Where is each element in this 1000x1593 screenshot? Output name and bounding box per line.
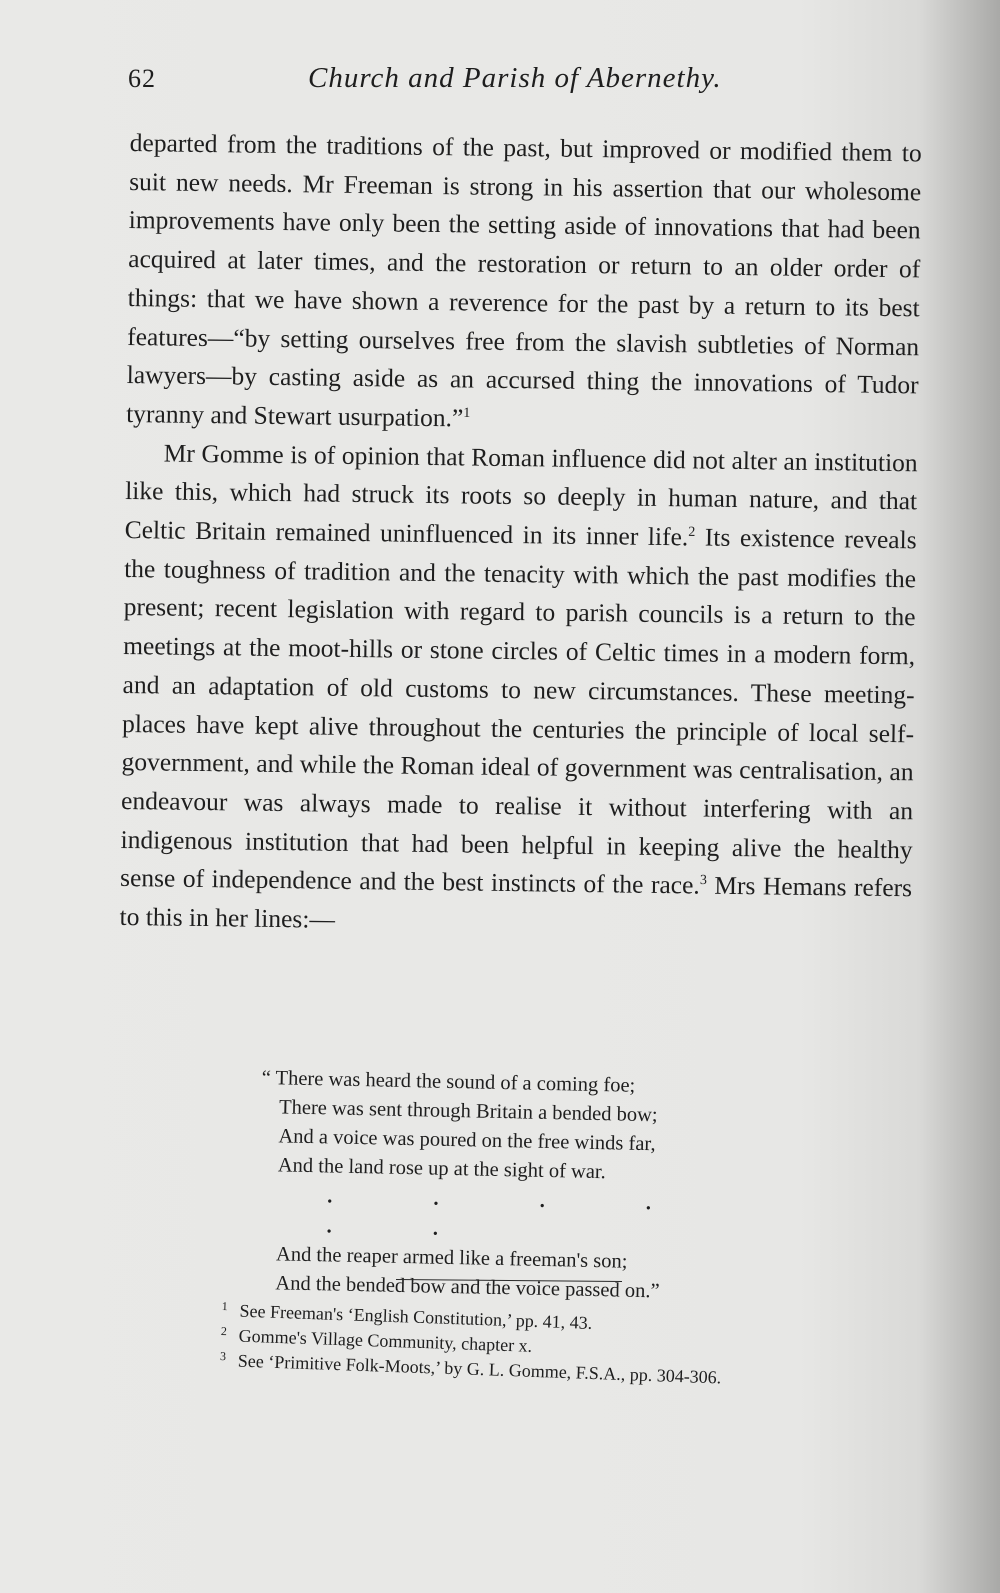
footnote-number: 1 [221,1298,228,1314]
poem-line: And the land rose up at the sight of war. [277,1154,606,1184]
poem-line: And the reaper armed like a freeman's son; [275,1243,628,1273]
footnote-ref-3: 3 [699,873,707,889]
paragraph-1-text: departed from the traditions of the past, but improved or modified them to suit new needs. Mr Freeman is strong in his assertion that our wholesome improvements have only been the setting aside of innovations that had been acquired at later times, and the restoration or return to an older order of things: that we have shown a reverence for the past by a return to its best features—“by setting ourselves free from the slavish subtleties of Norman lawyers—by casting aside as an accursed thing the innovations of Tudor tyranny and Stewart usurpation.” [126,127,922,433]
footnotes [219,1298,881,1396]
poem-ellipsis: . . . . . . [326,1185,700,1241]
paragraph-2-text-a: Mr Gomme is of opinion that Roman influence did not alter an institution like this, which had struck its roots so deeply in human nature, and that Celtic Britain remained uninfluenced in its inner life. [124,438,918,552]
paragraph-2-text-b: Its existence reveals the toughness of tradition and the tenacity with which the past modifies the present; recent legislation with regard to parish councils is a return to the meetings at the moot-hills or stone circles of Celtic times in a modern form, and an adaptation of old customs to new circumstances. These meeting-places have kept alive throughout the centuries the principle of local self-government, and while the Roman ideal of government was centralisation, an endeavour was always made to realise it without interfering with an indigenous institution that had been helpful in keeping alive the healthy sense of independence and the best instincts of the race. [119,522,917,900]
footnote-text: Gomme's Village Community, chapter x. [238,1325,533,1356]
footnote-text: See ‘Primitive Folk-Moots,’ by G. L. Gomme, F.S.A., pp. 304-306. [237,1350,722,1388]
poem-line: “ There was heard the sound of a coming foe; [261,1066,636,1097]
poem-line: There was sent through Britain a bended bow; [278,1096,658,1127]
running-title: Church and Parish of Abernethy. [308,62,722,94]
body-text [119,124,922,947]
footnote-number: 3 [219,1348,227,1364]
footnote-text: See Freeman's ‘English Constitution,’ pp. 41, 43. [239,1300,593,1333]
paragraph-2 [119,434,918,947]
footnote-ref-1: 1 [463,405,471,421]
poem-quotation [257,1064,782,1309]
page-number: 62 [128,64,156,93]
poem-line: And a voice was poured on the free winds far, [278,1125,656,1156]
page-header [128,60,768,104]
footnote-number: 2 [220,1323,228,1339]
paragraph-1 [126,124,922,444]
poem-line: And the bended bow and the voice passed on.” [275,1272,660,1303]
paragraph-2-text-c: Mrs Hemans refers to this in her lines:— [119,870,913,934]
footnote-ref-2: 2 [688,524,696,540]
